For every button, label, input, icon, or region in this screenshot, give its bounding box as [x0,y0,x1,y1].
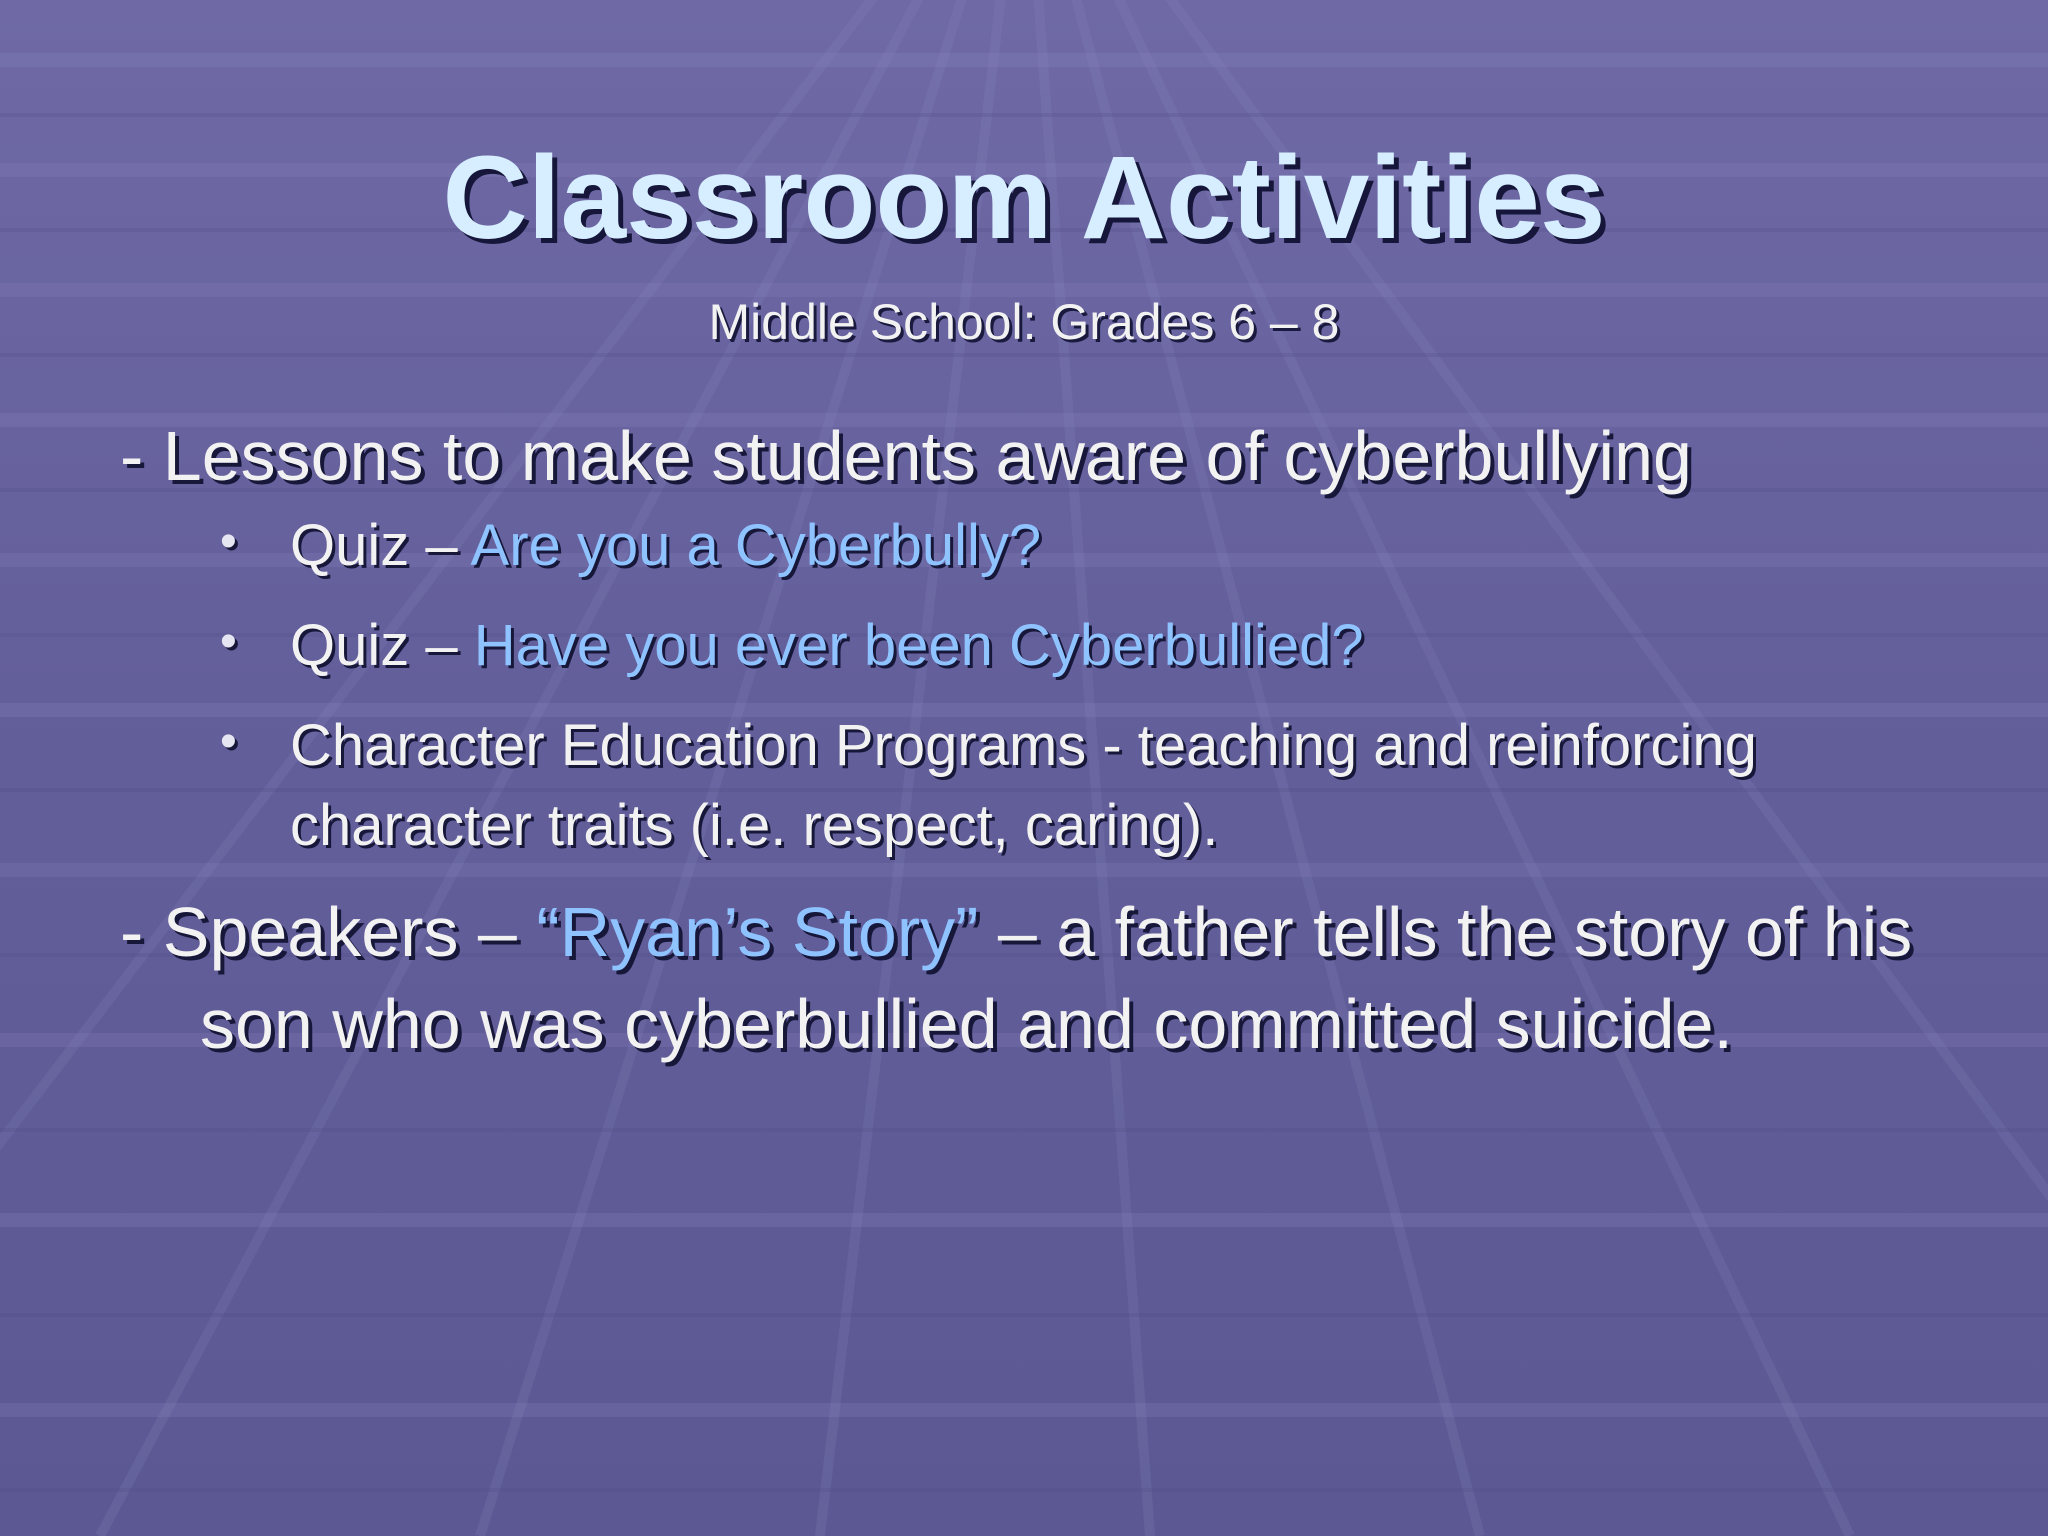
slide-subtitle: Middle School: Grades 6 – 8 [708,294,1340,350]
lessons-sublist [120,506,1980,866]
quiz-prefix: Quiz – [290,513,471,578]
speakers-prefix: - Speakers – [120,893,537,971]
slide-title: Classroom Activities [442,132,1606,264]
bullet-speakers [120,886,1980,1070]
bullet-lessons: - Lessons to make students aware of cyberbullying [120,417,1692,495]
quiz-cyberbully-link[interactable]: Are you a Cyberbully? [470,513,1042,578]
bullet-dot-icon: • [220,615,237,668]
character-education-text: Character Education Programs - teaching and reinforcing character traits (i.e. respect, caring). [290,713,1757,858]
quiz-prefix: Quiz – [290,613,474,678]
ryans-story-link[interactable]: “Ryan’s Story” [536,893,979,971]
bullet-dot-icon: • [220,515,237,568]
quiz-cyberbullied-link[interactable]: Have you ever been Cyberbullied? [473,613,1364,678]
sub-bullet-quiz-cyberbully [120,506,1980,586]
slide-body [120,410,1980,1070]
sub-bullet-quiz-cyberbullied [120,606,1980,686]
sub-bullet-character-education [120,706,1980,866]
bullet-dot-icon: • [220,715,237,768]
speakers-description: – a father tells the story of his son who was cyberbullied and committed suicide. [200,893,1913,1063]
